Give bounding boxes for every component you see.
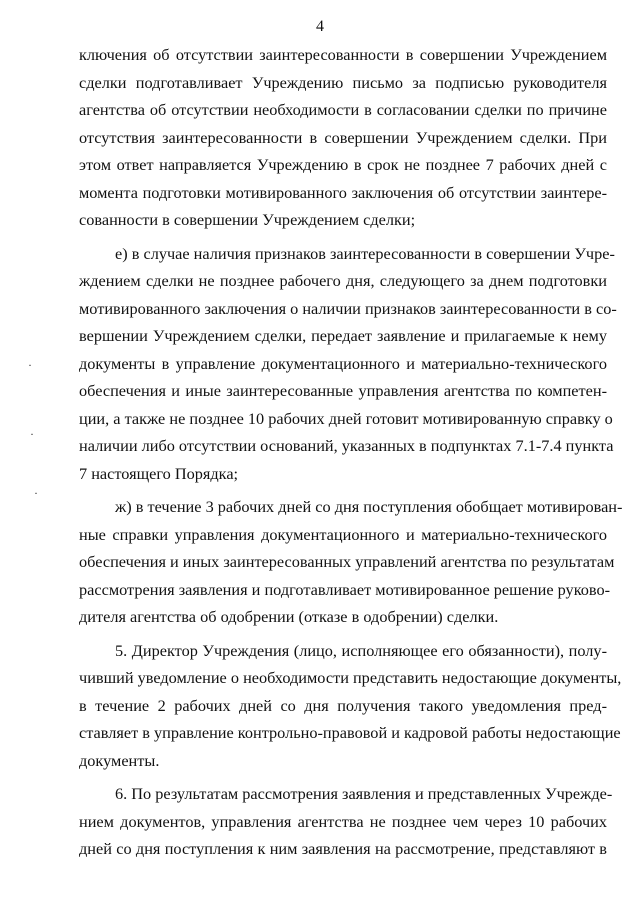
- paragraph-continuation: [79, 41, 607, 234]
- text-line: агентства об отсутствии необходимости в согласовании сделки по причине: [79, 100, 607, 119]
- text-line: этом ответ направляется Учреждению в срок не позднее 7 рабочих дней с: [79, 155, 607, 174]
- paragraph-item-e: [79, 240, 617, 488]
- scan-artifact-mark: ·: [30, 427, 34, 441]
- text-line: вершении Учреждением сделки, передает заявление и прилагаемые к нему: [79, 326, 607, 345]
- paragraph-item-zh: [79, 493, 623, 631]
- text-line: момента подготовки мотивированного заключения об отсутствии заинтере-: [79, 182, 607, 202]
- text-line: обеспечения и иные заинтересованные управления агентства по компетен-: [79, 381, 607, 400]
- text-line: в течение 2 рабочих дней со дня получения такого уведомления пред-: [79, 695, 607, 715]
- text-line: мотивированного заключения о наличии признаков заинтересованности в со-: [79, 298, 617, 318]
- text-line: обеспечения и иных заинтересованных управлений агентства по результатам: [79, 552, 615, 571]
- text-line: ключения об отсутствии заинтересованности в совершении Учреждением: [79, 45, 607, 64]
- scan-artifact-mark: ·: [28, 358, 32, 372]
- text-line: документы в управление документационного и материально-технического: [79, 353, 607, 373]
- text-line: нием документов, управления агентства не позднее чем через 10 рабочих: [79, 811, 607, 831]
- text-line: отсутствия заинтересованности в совершении Учреждением сделки. При: [79, 127, 607, 147]
- text-line: документы.: [79, 750, 160, 770]
- paragraph-item-6: [79, 780, 613, 863]
- paragraph-item-5: [79, 637, 622, 775]
- text-line: 7 настоящего Порядка;: [79, 463, 239, 483]
- text-line: рассмотрения заявления и подготавливает мотивированное решение руково-: [79, 579, 611, 599]
- text-line: ж) в течение 3 рабочих дней со дня поступления обобщает мотивирован-: [115, 497, 623, 516]
- text-line: сованности в совершении Учреждением сделки;: [79, 210, 416, 229]
- text-line: е) в случае наличия признаков заинтересованности в совершении Учре-: [115, 243, 615, 263]
- text-line: сделки подготавливает Учреждению письмо за подписью руководителя: [79, 72, 607, 92]
- text-line: чивший уведомление о необходимости представить недостающие документы,: [79, 668, 622, 687]
- text-line: ные справки управления документационного и материально-технического: [79, 524, 607, 544]
- page-number: 4: [316, 18, 324, 35]
- scan-artifact-mark: ·: [34, 486, 38, 500]
- text-line: 5. Директор Учреждения (лицо, исполняющее его обязанности), полу-: [115, 640, 607, 660]
- document-body: [79, 41, 623, 863]
- text-line: наличии либо отсутствии оснований, указанных в подпунктах 7.1-7.4 пункта: [79, 436, 614, 455]
- text-line: ставляет в управление контрольно-правовой и кадровой работы недостающие: [79, 723, 621, 742]
- text-line: ждением сделки не позднее рабочего дня, следующего за днем подготовки: [79, 271, 607, 290]
- text-line: 6. По результатам рассмотрения заявления и представленных Учрежде-: [115, 784, 613, 803]
- text-line: ции, а также не позднее 10 рабочих дней готовит мотивированную справку о: [79, 408, 613, 428]
- text-line: дителя агентства об одобрении (отказе в одобрении) сделки.: [79, 607, 499, 626]
- text-line: дней со дня поступления к ним заявления на рассмотрение, представляют в: [79, 839, 607, 858]
